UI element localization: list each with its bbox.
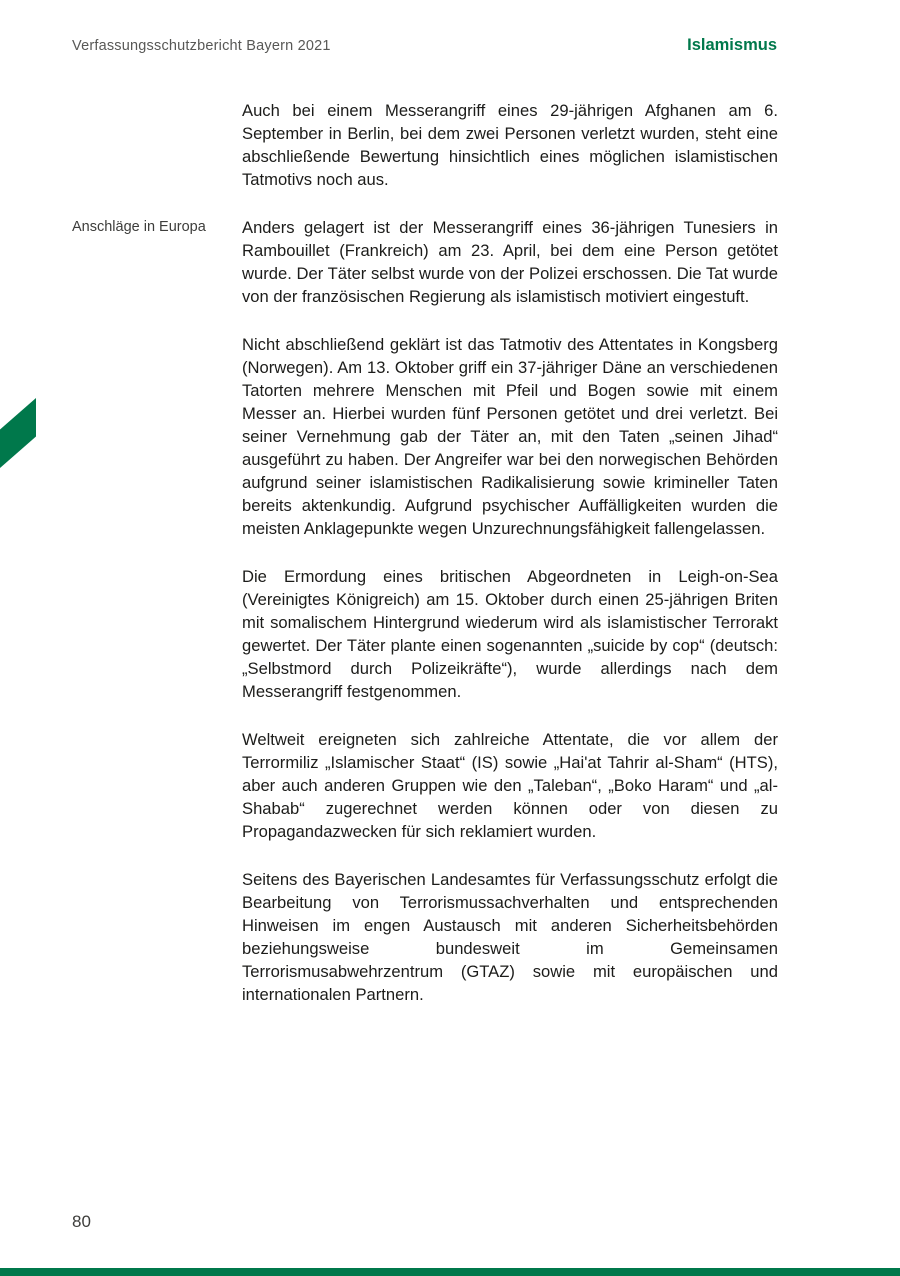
body-paragraph: Anders gelagert ist der Messerangriff eines 36-jährigen Tunesiers in Rambouillet (Frankreich) am 23. April, bei dem eine Person getötet wurde. Der Täter selbst wurde von der Polizei erschossen. Die Tat wurde von der französischen Regierung als islamistisch motiviert eingestuft. [242, 218, 778, 306]
body-paragraph: Nicht abschließend geklärt ist das Tatmotiv des Attentates in Kongsberg (Norwegen). Am 13. Oktober griff ein 37-jähriger Däne an verschiedenen Tatorten mehrere Menschen mit Pfeil und Bogen sowie mit einem Messer an. Hierbei wurden fünf Personen getötet und drei verletzt. Bei seiner Vernehmung gab der Täter an, mit den Taten „seinen Jihad“ ausgeführt zu haben. Der Angreifer war bei den norwegischen Behörden aufgrund seiner islamistischen Radikalisierung sowie krimineller Taten bereits aktenkundig. Aufgrund psychischer Auffälligkeiten wurden die meisten Anklagepunkte wegen Unzurechnungsfähigkeit fallengelassen. [242, 335, 778, 538]
chapter-edge-marker [0, 398, 36, 468]
body-paragraph: Auch bei einem Messerangriff eines 29-jährigen Afghanen am 6. September in Berlin, bei dem zwei Personen verletzt wurden, steht eine abschließende Bewertung hinsichtlich eines möglichen islamistischen Tatmotivs noch aus. [242, 101, 778, 189]
running-header-title: Verfassungsschutzbericht Bayern 2021 [72, 38, 331, 54]
body-text [242, 99, 778, 1031]
footer-accent-bar [0, 1268, 900, 1276]
body-paragraph: Seitens des Bayerischen Landesamtes für Verfassungsschutz erfolgt die Bearbeitung von Terrorismussachverhalten und entsprechenden Hinweisen im engen Austausch mit anderen Sicherheitsbehörden beziehungsweise bundesweit im Gemeinsamen Terrorismusabwehrzentrum (GTAZ) sowie mit europäischen und internationalen Partnern. [242, 870, 778, 1004]
page-number: 80 [72, 1212, 91, 1231]
margin-note: Anschläge in Europa [72, 219, 206, 235]
body-paragraph: Die Ermordung eines britischen Abgeordneten in Leigh-on-Sea (Vereinigtes Königreich) am 15. Oktober durch einen 25-jährigen Briten mit somalischem Hintergrund wiederum wird als islamistischer Terrorakt gewertet. Der Täter plante einen sogenannten „suicide by cop“ (deutsch: „Selbstmord durch Polizeikräfte“), wurde allerdings nach dem Messerangriff festgenommen. [242, 567, 778, 701]
running-header-chapter: Islamismus [687, 36, 777, 54]
body-paragraph: Weltweit ereigneten sich zahlreiche Attentate, die vor allem der Terrormiliz „Islamischer Staat“ (IS) sowie „Hai'at Tahrir al-Sham“ (HTS), aber auch anderen Gruppen wie den „Taleban“, „Boko Haram“ und „al-Shabab“ zugerechnet werden können oder von diesen zu Propagandazwecken für sich reklamiert wurden. [242, 730, 778, 841]
